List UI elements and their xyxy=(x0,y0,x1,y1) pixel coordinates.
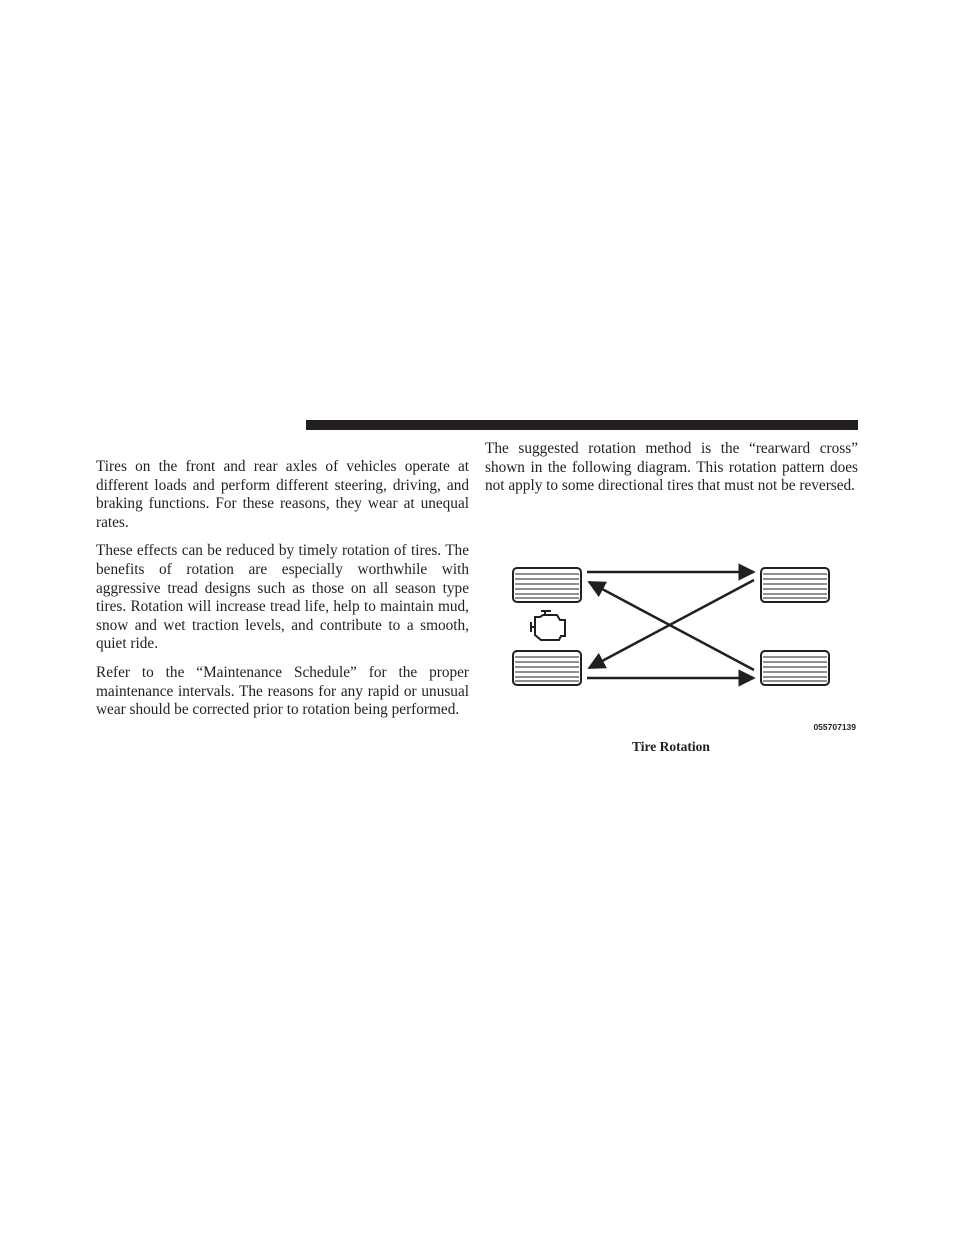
tire-icon xyxy=(761,651,829,685)
tire-icon xyxy=(761,568,829,602)
paragraph: Tires on the front and rear axles of vehicles operate at different loads and perform different steering, driving, and braking functions. For these reasons, they wear at unequal rates. xyxy=(96,458,469,531)
paragraph: These effects can be reduced by timely rotation of tires. The benefits of rotation are especially worthwhile with aggressive tread designs such as those on all season type tires. Rotation will increase tread life, help to maintain mud, snow and wet traction levels, and contribute to a smooth, quiet ride. xyxy=(96,542,469,653)
tire-rotation-diagram xyxy=(505,560,860,740)
paragraph: The suggested rotation method is the “rearward cross” shown in the following diagram. This rotation pattern does not apply to some directional tires that must not be reversed. xyxy=(485,440,858,495)
paragraph: Refer to the “Maintenance Schedule” for the proper maintenance intervals. The reasons for any rapid or unusual wear should be corrected prior to rotation being performed. xyxy=(96,663,469,719)
figure-code: 055707139 xyxy=(813,722,856,732)
arrow-icon xyxy=(587,572,754,678)
header-rule xyxy=(306,420,858,430)
figure-caption: Tire Rotation xyxy=(632,739,710,754)
tire-icon xyxy=(513,651,581,685)
engine-icon xyxy=(531,611,565,640)
right-column xyxy=(485,440,858,506)
left-column xyxy=(96,458,469,730)
tire-icon xyxy=(513,568,581,602)
